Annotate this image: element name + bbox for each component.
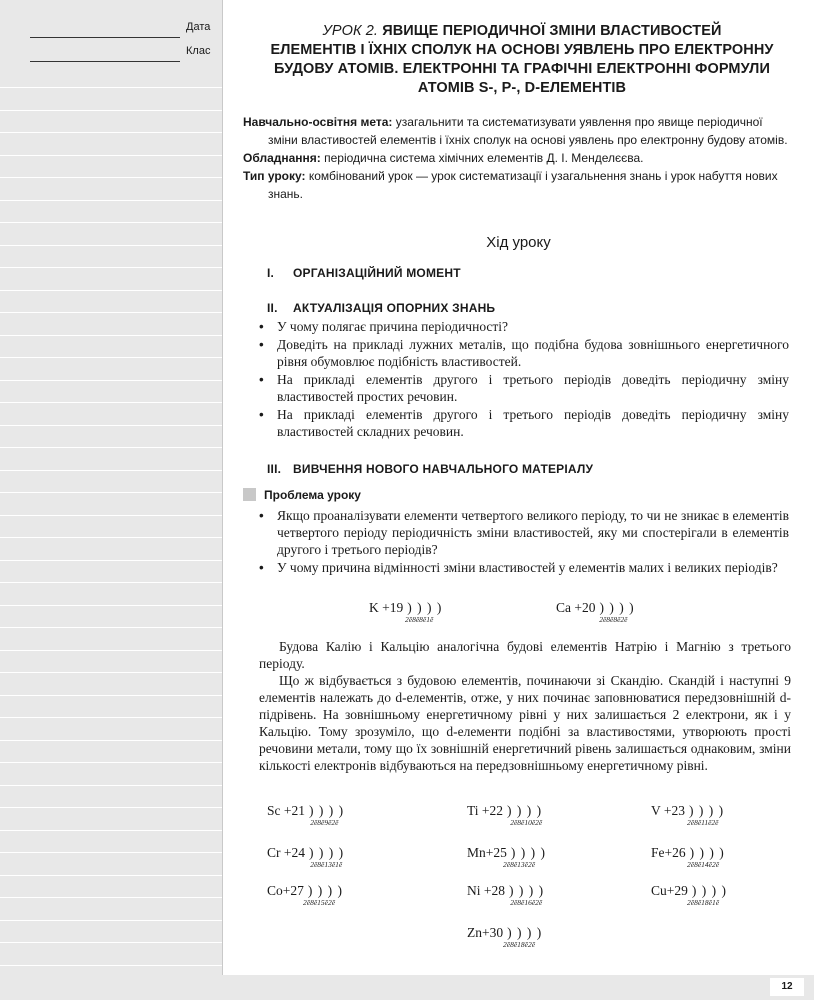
note-line [0, 537, 222, 538]
electron-counts: 2ē8ē18ē2ē [503, 940, 536, 949]
note-line [0, 470, 222, 471]
date-label: Дата [186, 21, 211, 33]
note-line [0, 852, 222, 853]
electron-config [369, 600, 443, 624]
note-line [0, 335, 222, 336]
electron-counts: 2ē8ē8ē2ē [599, 615, 628, 624]
note-line [0, 447, 222, 448]
shell-arcs: ) ) ) ) [309, 803, 345, 818]
lesson-meta [243, 113, 789, 203]
lesson-title [241, 22, 803, 98]
shell-arcs: ) ) ) ) [599, 600, 635, 615]
note-line [0, 785, 222, 786]
section-2-number: II. [267, 301, 278, 315]
element-symbol: K +19 [369, 600, 404, 615]
notes-column [0, 0, 222, 1000]
list-item: • У чому причина відмінності зміни властивостей у елементів малих і великих періодів? [259, 559, 789, 576]
note-line [0, 290, 222, 291]
shell-arcs: ) ) ) ) [307, 883, 343, 898]
electron-config [467, 845, 546, 869]
title-line-1: ЯВИЩЕ ПЕРІОДИЧНОЇ ЗМІНИ ВЛАСТИВОСТЕЙ [382, 23, 722, 39]
electron-config [651, 883, 727, 907]
electron-config [556, 600, 635, 624]
note-line [0, 807, 222, 808]
list-item: • Якщо проаналізувати елементи четвертого великого періоду, то чи не зникає в елементів четвертого періоду періодичність зміни властивостей, яку ми спостерігали в елементів другого і третього періодів? [259, 507, 789, 558]
equipment [243, 149, 789, 167]
title-line-2: ЕЛЕМЕНТІВ І ЇХНІХ СПОЛУК НА ОСНОВІ УЯВЛЕНЬ ПРО ЕЛЕКТРОННУ [270, 42, 774, 58]
element-symbol: Co+27 [267, 883, 304, 898]
equipment-label: Обладнання: [243, 151, 321, 165]
shell-arcs: ) ) ) ) [691, 883, 727, 898]
note-line [0, 87, 222, 88]
note-line [0, 492, 222, 493]
note-line [0, 222, 222, 223]
note-line [0, 897, 222, 898]
section-2-title: АКТУАЛІЗАЦІЯ ОПОРНИХ ЗНАНЬ [293, 301, 496, 315]
shell-arcs: ) ) ) ) [407, 600, 443, 615]
note-line [0, 200, 222, 201]
page-number: 12 [770, 978, 804, 996]
note-line [0, 312, 222, 313]
course-title: Хід уроку [486, 234, 551, 251]
problem-label: Проблема уроку [264, 488, 361, 502]
note-line [0, 132, 222, 133]
electron-config [267, 883, 343, 907]
electron-config [267, 845, 345, 869]
note-line [0, 672, 222, 673]
section-2-heading [267, 301, 495, 315]
class-label: Клас [186, 45, 211, 57]
element-symbol: Cu+29 [651, 883, 688, 898]
electron-counts: 2ē8ē15ē2ē [303, 898, 336, 907]
problem-questions [259, 507, 789, 577]
note-line [0, 650, 222, 651]
note-line [0, 762, 222, 763]
electron-config [467, 925, 543, 949]
class-line [30, 61, 180, 62]
note-line [0, 740, 222, 741]
electron-config [267, 803, 345, 827]
note-line [0, 245, 222, 246]
note-line [0, 875, 222, 876]
note-line [0, 560, 222, 561]
shell-arcs: ) ) ) ) [510, 845, 546, 860]
electron-config [467, 883, 545, 907]
electron-counts: 2ē8ē8ē1ē [405, 615, 434, 624]
list-item: • На прикладі елементів другого і третього періодів доведіть періодичну зміну властивостей складних речовин. [259, 406, 789, 440]
goal-label: Навчально-освітня мета: [243, 115, 393, 129]
square-icon [243, 488, 256, 501]
goal [243, 113, 789, 149]
element-symbol: Mn+25 [467, 845, 507, 860]
section-3-number: III. [267, 462, 282, 476]
electron-counts: 2ē8ē11ē2ē [687, 818, 719, 827]
element-symbol: Cr +24 [267, 845, 305, 860]
note-line [0, 965, 222, 966]
note-line [0, 582, 222, 583]
list-item: • Доведіть на прикладі лужних металів, що подібна будова зовнішнього енергетичного рівня обумовлює подібність властивостей. [259, 336, 789, 370]
note-line [0, 515, 222, 516]
note-line [0, 110, 222, 111]
class-row [30, 45, 220, 62]
section-1-title: ОРГАНІЗАЦІЙНИЙ МОМЕНТ [293, 266, 461, 280]
note-line [0, 942, 222, 943]
element-symbol: Ni +28 [467, 883, 505, 898]
electron-counts: 2ē8ē13ē1ē [310, 860, 343, 869]
shell-arcs: ) ) ) ) [507, 803, 543, 818]
page [223, 0, 814, 975]
electron-counts: 2ē8ē10ē2ē [510, 818, 543, 827]
shell-arcs: ) ) ) ) [507, 925, 543, 940]
list-item: • На прикладі елементів другого і третього періодів доведіть періодичну зміну властивостей простих речовин. [259, 371, 789, 405]
shell-arcs: ) ) ) ) [689, 803, 725, 818]
note-line [0, 830, 222, 831]
note-line [0, 177, 222, 178]
element-symbol: Ti +22 [467, 803, 504, 818]
title-line-4: АТОМІВ S-, P-, D-ЕЛЕМЕНТІВ [417, 80, 627, 96]
shell-arcs: ) ) ) ) [689, 845, 725, 860]
element-symbol: Fe+26 [651, 845, 686, 860]
element-symbol: Sc +21 [267, 803, 305, 818]
electron-config [467, 803, 543, 827]
paragraph-1: Будова Калію і Кальцію аналогічна будові елементів Натрію і Магнію з третього періоду. [259, 639, 791, 671]
electron-counts: 2ē8ē14ē2ē [687, 860, 720, 869]
note-line [0, 627, 222, 628]
section-1-number: I. [267, 266, 275, 280]
electron-counts: 2ē8ē9ē2ē [310, 818, 339, 827]
element-symbol: V +23 [651, 803, 685, 818]
note-line [0, 402, 222, 403]
problem-heading [243, 488, 361, 502]
note-line [0, 605, 222, 606]
note-line [0, 425, 222, 426]
section-1-heading [267, 266, 461, 280]
electron-counts: 2ē8ē16ē2ē [510, 898, 543, 907]
element-symbol: Ca +20 [556, 600, 596, 615]
date-row [30, 21, 220, 38]
shell-arcs: ) ) ) ) [509, 883, 545, 898]
electron-counts: 2ē8ē18ē1ē [687, 898, 720, 907]
note-line [0, 155, 222, 156]
electron-config [651, 803, 725, 827]
electron-counts: 2ē8ē13ē2ē [503, 860, 536, 869]
electron-config [651, 845, 725, 869]
title-line-3: БУДОВУ АТОМІВ. ЕЛЕКТРОННІ ТА ГРАФІЧНІ ЕЛЕКТРОННІ ФОРМУЛИ [274, 61, 770, 77]
shell-arcs: ) ) ) ) [309, 845, 345, 860]
note-line [0, 357, 222, 358]
date-line [30, 37, 180, 38]
section-3-heading [267, 462, 593, 476]
goal-text: узагальнити та систематизувати уявлення про явище періодичної зміни властивостей елементів і їхніх сполук на основі уявлень про електронну будову атомів. [268, 115, 788, 147]
note-line [0, 267, 222, 268]
note-line [0, 695, 222, 696]
note-line [0, 920, 222, 921]
lesson-number: УРОК 2. [322, 23, 379, 39]
type-text: комбінований урок — урок систематизації і узагальнення знань і урок набуття нових знань. [268, 169, 778, 201]
element-symbol: Zn+30 [467, 925, 504, 940]
lesson-type [243, 167, 789, 203]
note-line [0, 380, 222, 381]
review-questions [259, 318, 789, 441]
type-label: Тип уроку: [243, 169, 306, 183]
equipment-text: періодична система хімічних елементів Д. І. Менделєєва. [324, 151, 644, 165]
paragraph-2: Що ж відбувається з будовою елементів, починаючи зі Скандію. Скандій і наступні 9 елементів належать до d-елементів, отже, у них починає заповнюватися передзовнішній d-підрівень. На зовнішньому енергетичному рівні у них залишається 2 електрони, як і у Кальцію. Тому зрозуміло, що d-елементи подібні за властивостями, утворюють прості речовини метали, тому що їх зовнішній енергетичний рівень залишається однаковим, зміни кількості електронів відбуваються на передзовнішньому енергетичному рівні. [259, 673, 791, 773]
list-item: • У чому полягає причина періодичності? [259, 318, 789, 335]
note-line [0, 717, 222, 718]
section-3-title: ВИВЧЕННЯ НОВОГО НАВЧАЛЬНОГО МАТЕРІАЛУ [293, 462, 594, 476]
